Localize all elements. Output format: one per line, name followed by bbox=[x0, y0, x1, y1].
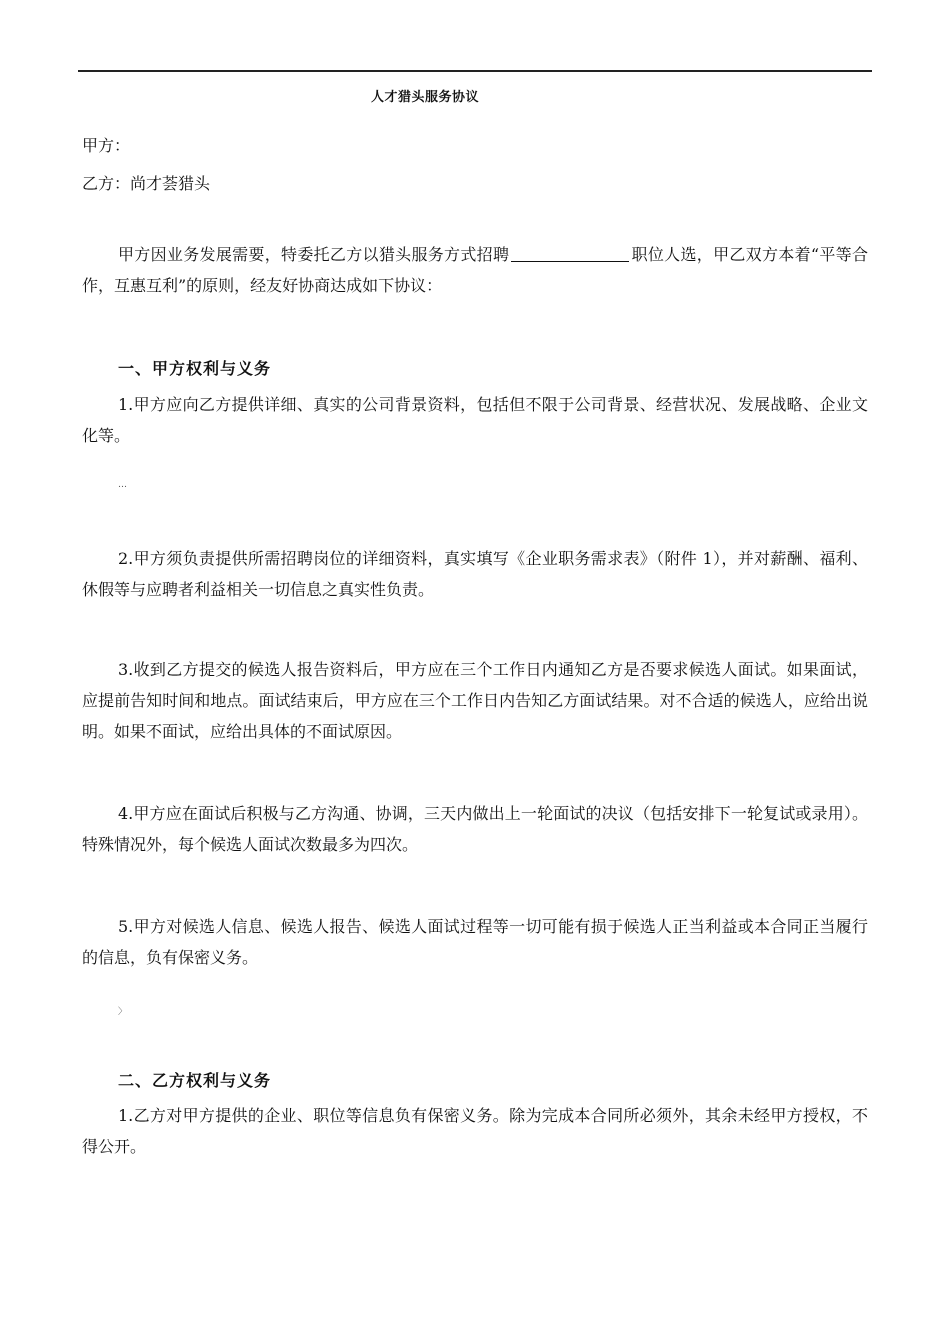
section1-item-1: 1.甲方应向乙方提供详细、真实的公司背景资料，包括但不限于公司背景、经营状况、发展战略、企业文化等。 bbox=[82, 395, 868, 445]
bracket-mark: 〉 bbox=[118, 1007, 128, 1017]
position-blank-field bbox=[511, 245, 629, 262]
party-b-line: 乙方：尚才荟猎头 bbox=[82, 174, 211, 193]
section2-item-1: 1.乙方对甲方提供的企业、职位等信息负有保密义务。除为完成本合同所必须外，其余未经甲方授权，不得公开。 bbox=[82, 1106, 868, 1156]
party-a-line: 甲方： bbox=[82, 136, 131, 155]
intro-text-part1: 甲方因业务发展需要，特委托乙方以猎头服务方式招聘 bbox=[118, 245, 510, 264]
section1-item-5: 5.甲方对候选人信息、候选人报告、候选人面试过程等一切可能有损于候选人正当利益或本合同正当履行的信息，负有保密义务。 bbox=[82, 917, 868, 967]
header-rule bbox=[78, 70, 872, 72]
intro-paragraph bbox=[82, 239, 868, 301]
ellipsis-mark: … bbox=[118, 480, 127, 490]
section1-item-4: 4.甲方应在面试后积极与乙方沟通、协调，三天内做出上一轮面试的决议（包括安排下一轮复试或录用）。特殊情况外，每个候选人面试次数最多为四次。 bbox=[82, 804, 868, 854]
section2-heading: 二、乙方权利与义务 bbox=[118, 1071, 272, 1090]
section1-item-2: 2.甲方须负责提供所需招聘岗位的详细资料，真实填写《企业职务需求表》（附件 1），并对薪酬、福利、休假等与应聘者利益相关一切信息之真实性负责。 bbox=[82, 549, 868, 599]
document-title: 人才猎头服务协议 bbox=[370, 90, 479, 105]
section1-heading: 一、甲方权利与义务 bbox=[118, 359, 272, 378]
intro-text-part2: 职位人选，甲乙双方本着“平等合作，互惠互利”的原则，经友好协商达成如下协议： bbox=[82, 245, 868, 295]
section1-item-3: 3.收到乙方提交的候选人报告资料后，甲方应在三个工作日内通知乙方是否要求候选人面试。如果面试，应提前告知时间和地点。面试结束后，甲方应在三个工作日内告知乙方面试结果。对不合适的候选人，应给出说明。如果不面试，应给出具体的不面试原因。 bbox=[82, 660, 868, 741]
